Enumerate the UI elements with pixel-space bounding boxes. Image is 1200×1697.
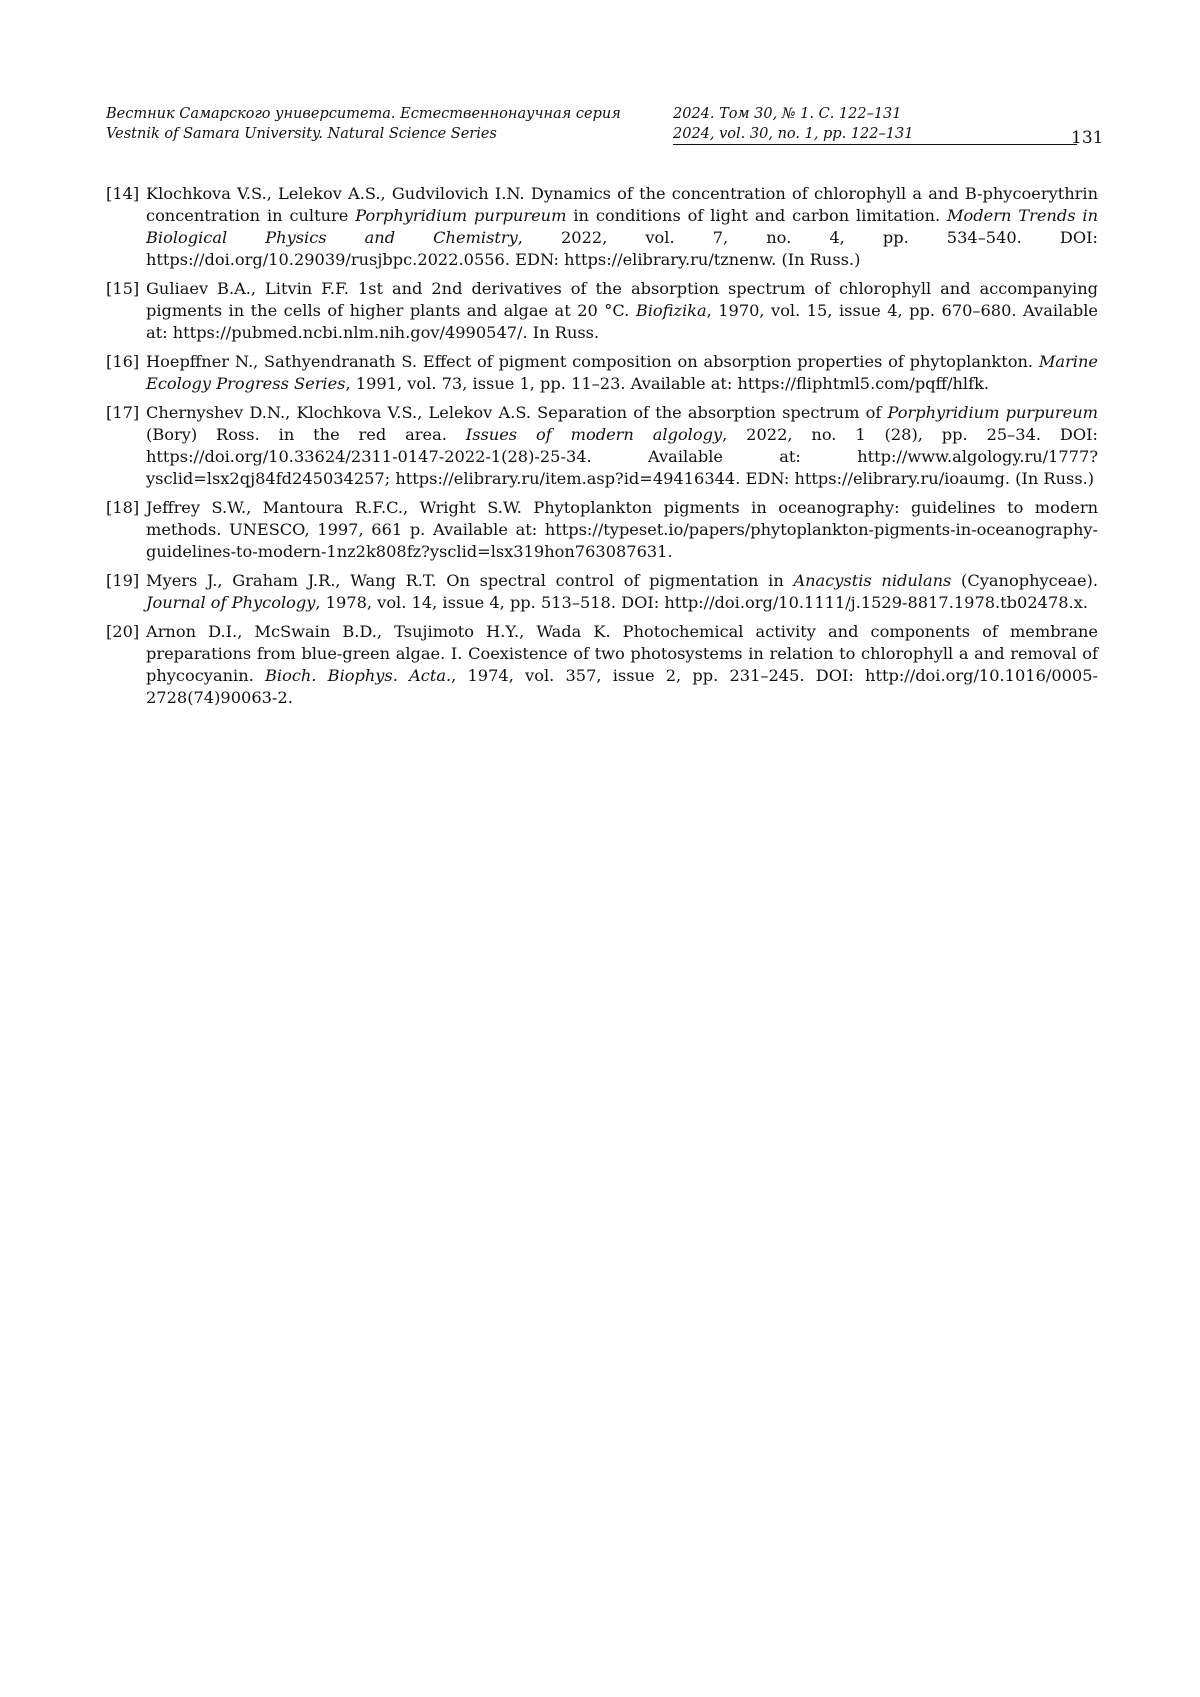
- reference-number: [18]: [106, 498, 140, 517]
- reference-item: [17] Chernyshev D.N., Klochkova V.S., Lelekov A.S. Separation of the absorption spectrum of Porphyridium purpureum (Bory) Ross. in the red area. Issues of modern algology, 2022, no. 1 (28), pp. 25–34. DOI: https://doi.org/10.33624/2311-0147-2022-1(28)-25-34. Available at: http://www.algology.ru/1777?ysclid=lsx2qj84fd245034257; https://elibrary.ru/item.asp?id=49416344. EDN: https://elibrary.ru/ioaumg. (In Russ.): [106, 403, 1099, 488]
- reference-list: [106, 183, 1098, 716]
- issue-info-en: 2024, vol. 30, no. 1, pp. 122–131: [673, 126, 914, 142]
- journal-name: Bioch. Biophys. Acta.: [265, 666, 452, 685]
- reference-number: [17]: [106, 403, 140, 422]
- reference-number: [14]: [106, 184, 140, 203]
- journal-title-en: Vestnik of Samara University. Natural Science Series: [106, 126, 497, 142]
- journal-name: Biofizika: [635, 301, 707, 320]
- species-name: Anacystis nidulans: [793, 571, 952, 590]
- journal-name: Modern Trends in Biological Physics and Chemistry: [146, 206, 1099, 247]
- reference-item: [16] Hoepffner N., Sathyendranath S. Effect of pigment composition on absorption properties of phytoplankton. Marine Ecology Progress Series, 1991, vol. 73, issue 1, pp. 11–23. Available at: https://fliphtml5.com/pqff/hlfk.: [106, 352, 1098, 393]
- reference-item: [14] Klochkova V.S., Lelekov A.S., Gudvilovich I.N. Dynamics of the concentration of chlorophyll a and B-phycoerythrin concentration in culture Porphyridium purpureum in conditions of light and carbon limitation. Modern Trends in Biological Physics and Chemistry, 2022, vol. 7, no. 4, pp. 534–540. DOI: https://doi.org/10.29039/rusjbpc.2022.0556. EDN: https://elibrary.ru/tznenw. (In Russ.): [106, 184, 1099, 269]
- species-name: Porphyridium purpureum: [355, 206, 567, 225]
- species-name: Porphyridium purpureum: [887, 403, 1099, 422]
- journal-name: Issues of modern algology: [465, 425, 723, 444]
- journal-name: Journal of Phycology: [146, 593, 316, 612]
- journal-title-ru: Вестник Самарского университета. Естественнонаучная серия: [106, 106, 621, 122]
- reference-item: [19] Myers J., Graham J.R., Wang R.T. On spectral control of pigmentation in Anacystis nidulans (Cyanophyceae). Journal of Phycology, 1978, vol. 14, issue 4, pp. 513–518. DOI: http://doi.org/10.1111/j.1529-8817.1978.tb02478.x.: [106, 571, 1098, 612]
- reference-number: [15]: [106, 279, 140, 298]
- reference-number: [16]: [106, 352, 140, 371]
- reference-number: [19]: [106, 571, 140, 590]
- reference-item: [18] Jeffrey S.W., Mantoura R.F.C., Wright S.W. Phytoplankton pigments in oceanography: guidelines to modern methods. UNESCO, 1997, 661 p. Available at: https://typeset.io/papers/phytoplankton-pigments-in-oceanography-guidelines-to-modern-1nz2k808fz?ysclid=lsx319hon763087631.: [106, 498, 1098, 561]
- issue-info-ru: 2024. Том 30, № 1. С. 122–131: [673, 106, 902, 122]
- reference-item: [20] Arnon D.I., McSwain B.D., Tsujimoto H.Y., Wada K. Photochemical activity and components of membrane preparations from blue-green algae. I. Coexistence of two photosystems in relation to chlorophyll a and removal of phycocyanin. Bioch. Biophys. Acta., 1974, vol. 357, issue 2, pp. 231–245. DOI: http://doi.org/10.1016/0005-2728(74)90063-2.: [106, 622, 1098, 707]
- page-number: 131: [1071, 128, 1104, 148]
- reference-number: [20]: [106, 622, 140, 641]
- journal-name: Marine Ecology Progress Series: [146, 352, 1098, 393]
- header-rule: [673, 144, 1077, 145]
- running-header: [106, 104, 1098, 144]
- reference-item: [15] Guliaev B.A., Litvin F.F. 1st and 2nd derivatives of the absorption spectrum of chlorophyll and accompanying pigments in the cells of higher plants and algae at 20 °C. Biofizika, 1970, vol. 15, issue 4, pp. 670–680. Available at: https://pubmed.ncbi.nlm.nih.gov/4990547/. In Russ.: [106, 279, 1098, 342]
